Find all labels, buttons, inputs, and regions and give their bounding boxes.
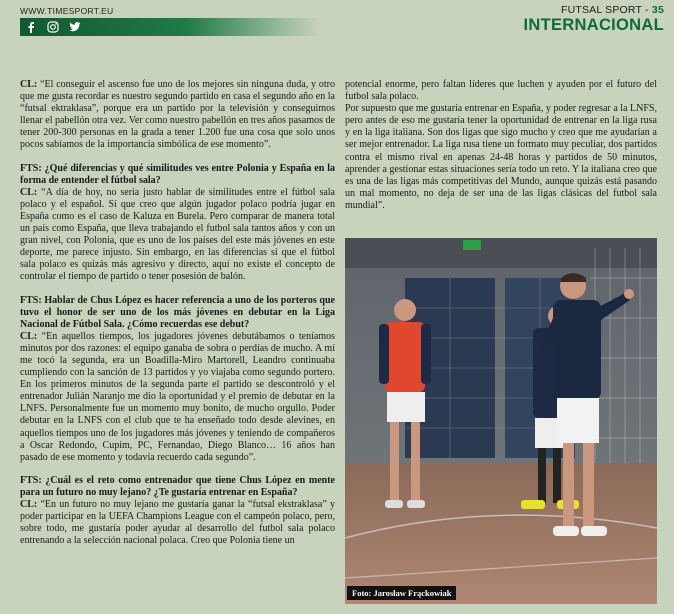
header-right: [524, 4, 664, 35]
instagram-icon[interactable]: [47, 21, 59, 33]
photo-credit: Foto: Jarosław Frąckowiak: [347, 586, 456, 600]
answer-paragraph: [20, 187, 335, 284]
social-bar: [20, 18, 320, 36]
question-paragraph: FTS: ¿Qué diferencias y qué similitudes ves entre Polonia y España en la forma de entender el fútbol sala?: [20, 162, 335, 186]
left-column: [20, 79, 335, 547]
site-url[interactable]: WWW.TIMESPORT.EU: [20, 6, 114, 16]
answer-label: CL:: [20, 499, 38, 510]
header-left: [20, 6, 320, 36]
facebook-icon[interactable]: [25, 21, 37, 33]
answer-paragraph: [20, 499, 335, 547]
answer-text: “El conseguir el ascenso fue uno de los mejores sin ninguna duda, y otro que me gusta recordar es nuestro segundo partido en casa el segundo año en la “futsal ektraklasa”, porque era un partido por la televisión y conseguimos llenar el pabellón otra vez. Ver como nuestro pabellón en tres años pasamos de tener 200-300 personas en la grada a tener 1.200 fue una cosa que solo unos pocos sabíamos de la importancia simbólica de ese momento”.: [20, 79, 335, 151]
question-paragraph: FTS: ¿Cuál es el reto como entrenador que tiene Chus López en mente para un futuro no muy lejano? ¿Te gustaría entrenar en España?: [20, 474, 335, 498]
twitter-icon[interactable]: [69, 21, 81, 33]
article-photo: [345, 238, 657, 604]
section-separator: -: [645, 4, 652, 16]
section-title: INTERNACIONAL: [523, 16, 664, 34]
answer-label: CL:: [20, 186, 38, 198]
section-name: FUTSAL SPORT: [560, 4, 642, 16]
question-paragraph: FTS: Hablar de Chus López es hacer referencia a uno de los porteros que tuvo el honor de ser uno de los más jóvenes en debutar en la Liga Nacional de Fútbol Sala. ¿Cómo recuerdas ese debut?: [20, 294, 335, 330]
answer-paragraph: [20, 331, 335, 464]
body-paragraph: Por supuesto que me gustaría entrenar en España, y poder regresar a la LNFS, pero antes de eso me gustaría tener la oportunidad de entrenar en la liga rusa y en la liga italiana. Son dos ligas que sigo mucho y creo que me ayudarían a ser mejor entrenador. La liga rusa tiene un formato muy peculiar, dos partidos contra el mismo rival en apenas 24-48 horas y partidos de 50 minutos, aprender a gestionar estas situaciones sería todo un reto. Y la italiana creo que es una de las ligas más competitivas del Mundo, aunque quizás está pasando un mal momento, no deja de ser una de las ligas clásicas del futbol sala mundial”.: [345, 103, 657, 211]
photo-coach-training: [345, 238, 657, 604]
right-column: [345, 79, 657, 212]
answer-label: CL:: [20, 330, 38, 342]
answer-text: “A día de hoy, no sería justo hablar de similitudes entre el fútbol sala polaco y el español. Sí que creo que algún jugador polaco podría jugar en España como es el caso de Kaluza en Burela. Pero comparar de manera total un país como España, que lleva trabajando el futbol sala tantos años y con un gran nivel, con Polonia, que es uno de los países del este más jóvenes en este deporte, me parece injusto. Sin embargo, en las diferencias sí que el fútbol sala polaco es quizás más agresivo y directo, aquí no existe el concepto de controlar el tiempo de partido o tener posesión de balón.: [20, 186, 335, 283]
answer-paragraph: [20, 79, 335, 152]
page-number: 35: [651, 4, 664, 16]
answer-label: CL:: [20, 79, 38, 90]
answer-text: “En aquellos tiempos, los jugadores jóvenes debutábamos o teníamos minutos por dos razones: el equipo ganaba de sobra o perdías de mucho. A mí me tocó la segunda, era un Boadilla-Miro Martorell, Leandro continuaba cumpliendo con la sanción de 13 partidos y yo viajaba como segundo portero. En los primeros minutos de la segunda parte el partido se descontroló y el entrenador Julián Naranjo me dio la oportunidad y el premio de debutar en la LNFS. Personalmente fue un momento muy bonito, de mucho orgullo. Poder debutar en la LNFS con el club que te ha enseñado todo desde alevines, en aquellos tiempos uno de los jugadores más jóvenes y teniendo de compañeros a Oscar Redondo, Cupim, PC, Fernandao, Diego Blanco… 16 años han pasado de ese momento y todavía recuerdo cada segundo”.: [20, 330, 335, 463]
answer-text: “En un futuro no muy lejano me gustaría ganar la “futsal ekstraklasa” y poder participar en la UEFA Champions League con el campeón polaco, pero, sobre todo, me gustaría poder ayudar al desarrollo del futbol sala polaco entrenando a la selección nacional polaca. Creo que Polonia tiene un: [20, 499, 335, 547]
section-line: [524, 4, 664, 16]
body-paragraph: potencial enorme, pero faltan líderes que luchen y ayuden por el futuro del futbol sala polaco.: [345, 79, 657, 103]
